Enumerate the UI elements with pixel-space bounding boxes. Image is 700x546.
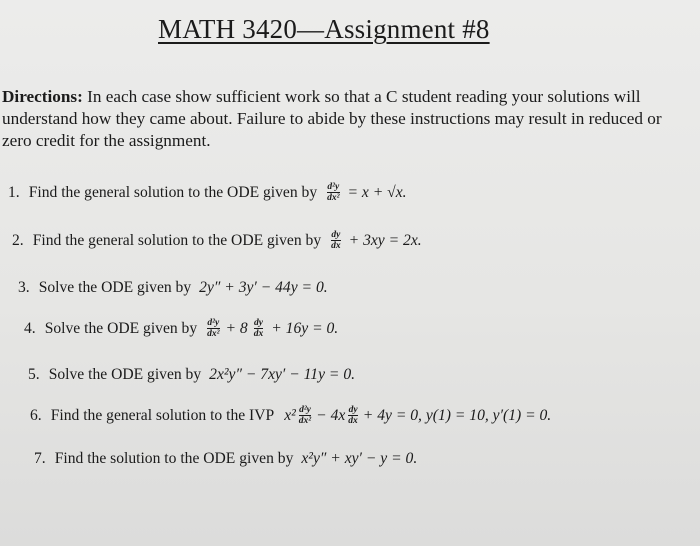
fraction-numerator: dy bbox=[254, 318, 263, 328]
equation-coefficient: x² bbox=[284, 406, 296, 424]
equation-middle: + 8 bbox=[225, 319, 248, 337]
fraction-numerator: d²y bbox=[299, 405, 311, 415]
first-derivative-fraction bbox=[254, 318, 264, 339]
problem-text: Solve the ODE given by bbox=[38, 279, 192, 296]
equation: 2x²y″ − 7xy′ − 11y = 0. bbox=[209, 366, 356, 383]
problem-3 bbox=[18, 279, 328, 297]
problem-number: 1. bbox=[8, 183, 20, 201]
problem-6 bbox=[30, 405, 551, 426]
fraction-denominator: dx bbox=[331, 241, 341, 251]
problem-text: Find the solution to the ODE given by bbox=[54, 450, 294, 467]
equation-middle: − 4x bbox=[316, 406, 346, 424]
problem-text: Solve the ODE given by bbox=[48, 366, 202, 383]
problem-number: 7. bbox=[34, 450, 46, 467]
first-derivative-fraction bbox=[348, 405, 358, 426]
fraction-numerator: d²y bbox=[207, 318, 220, 328]
equation-rhs: = x + √x. bbox=[347, 183, 407, 201]
directions-text: In each case show sufficient work so that a C student reading your solutions will understand how they came about. Failure to abide by these instructions may result in reduced or zero credit for the assignment. bbox=[2, 87, 662, 150]
problem-number: 4. bbox=[24, 319, 36, 337]
directions-label: Directions: bbox=[2, 87, 83, 106]
problem-text: Find the general solution to the ODE given by bbox=[32, 231, 322, 249]
equation-rest: + 3xy = 2x. bbox=[348, 231, 422, 249]
equation-rest: + 16y = 0. bbox=[271, 319, 339, 337]
problem-text: Solve the ODE given by bbox=[44, 319, 198, 337]
problem-number: 3. bbox=[18, 279, 30, 296]
fraction-denominator: dx² bbox=[327, 193, 340, 203]
problem-5 bbox=[28, 366, 355, 384]
problem-2 bbox=[12, 230, 422, 251]
problem-number: 2. bbox=[12, 231, 24, 249]
fraction-numerator: d²y bbox=[327, 182, 340, 192]
problem-number: 5. bbox=[28, 366, 40, 383]
fraction-denominator: dx bbox=[253, 329, 264, 339]
fraction-denominator: dx² bbox=[207, 329, 220, 339]
fraction-numerator: dy bbox=[348, 405, 358, 415]
equation: 2y″ + 3y′ − 44y = 0. bbox=[199, 279, 328, 296]
fraction-numerator: dy bbox=[331, 230, 341, 240]
fraction-denominator: dx² bbox=[298, 416, 312, 426]
second-derivative-fraction bbox=[207, 318, 219, 339]
problem-7 bbox=[34, 450, 417, 468]
derivative-fraction bbox=[327, 182, 339, 203]
problem-4 bbox=[24, 318, 338, 339]
second-derivative-fraction bbox=[299, 405, 311, 426]
derivative-fraction bbox=[331, 230, 341, 251]
problem-text: Find the general solution to the IVP bbox=[50, 406, 275, 424]
equation: x²y″ + xy′ − y = 0. bbox=[301, 450, 418, 467]
problem-1 bbox=[8, 182, 407, 203]
equation-rest: + 4y = 0, y(1) = 10, y′(1) = 0. bbox=[362, 406, 552, 424]
problem-text: Find the general solution to the ODE given by bbox=[28, 183, 318, 201]
problem-number: 6. bbox=[30, 406, 42, 424]
page-title: MATH 3420—Assignment #8 bbox=[158, 14, 490, 44]
directions-paragraph bbox=[2, 86, 682, 152]
fraction-denominator: dx bbox=[348, 416, 358, 426]
